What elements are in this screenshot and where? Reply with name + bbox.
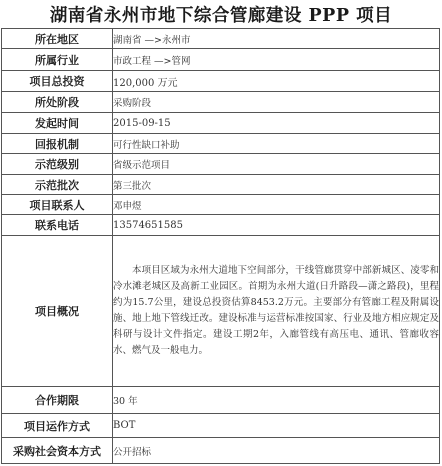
- row-label-overview: 项目概况: [2, 236, 113, 387]
- table-row: [2, 113, 440, 134]
- table-row: [2, 154, 440, 175]
- row-value-overview: 本项目区域为永州大道地下空间部分，干线管廊贯穿中部新城区、凌零和冷水滩老城区及高新工业园区。首期为永州大道(日升路段—潇之路段)，里程约为15.7公里，建设总投资估算8453.2万元。主要部分有管廊工程及附属设施、地上地下管线迁改。建设标准与运营标准按国家、行业及地方相应规定及科研与设计文件指定。建设工期2年，入廊管线有高压电、通讯、管廊收容水、燃气及一般电力。: [113, 236, 440, 387]
- row-label-procurement-method: 采购社会资本方式: [2, 438, 113, 464]
- row-value-total-investment: 120,000 万元: [113, 71, 440, 92]
- row-label-region: 所在地区: [2, 29, 113, 49]
- project-info-table: [1, 28, 440, 464]
- row-value-operation-mode: BOT: [113, 414, 440, 438]
- row-value-phone: 13574651585: [113, 215, 440, 236]
- row-label-launch-date: 发起时间: [2, 113, 113, 134]
- table-row: [2, 29, 440, 49]
- row-value-launch-date: 2015-09-15: [113, 113, 440, 134]
- row-label-stage: 所处阶段: [2, 92, 113, 113]
- row-label-industry: 所属行业: [2, 49, 113, 71]
- row-label-cooperation-period: 合作期限: [2, 387, 113, 414]
- table-row: [2, 195, 440, 215]
- table-row: [2, 438, 440, 464]
- row-value-industry: 市政工程 —>管网: [113, 49, 440, 71]
- row-value-contact-person: 邓申煜: [113, 195, 440, 215]
- table-row: [2, 236, 440, 387]
- row-label-demo-level: 示范级别: [2, 154, 113, 175]
- table-row: [2, 175, 440, 195]
- table-row: [2, 414, 440, 438]
- row-label-return-mechanism: 回报机制: [2, 134, 113, 154]
- row-value-demo-batch: 第三批次: [113, 175, 440, 195]
- row-value-procurement-method: 公开招标: [113, 438, 440, 464]
- row-value-demo-level: 省级示范项目: [113, 154, 440, 175]
- table-row: [2, 387, 440, 414]
- row-value-region: 湖南省 —>永州市: [113, 29, 440, 49]
- row-label-contact-person: 项目联系人: [2, 195, 113, 215]
- table-row: [2, 215, 440, 236]
- row-value-return-mechanism: 可行性缺口补助: [113, 134, 440, 154]
- row-label-phone: 联系电话: [2, 215, 113, 236]
- table-row: [2, 71, 440, 92]
- row-label-demo-batch: 示范批次: [2, 175, 113, 195]
- row-value-stage: 采购阶段: [113, 92, 440, 113]
- row-value-cooperation-period: 30 年: [113, 387, 440, 414]
- row-label-operation-mode: 项目运作方式: [2, 414, 113, 438]
- page-title: 湖南省永州市地下综合管廊建设 PPP 项目: [49, 5, 393, 26]
- table-row: [2, 92, 440, 113]
- table-row: [2, 134, 440, 154]
- row-label-total-investment: 项目总投资: [2, 71, 113, 92]
- table-row: [2, 49, 440, 71]
